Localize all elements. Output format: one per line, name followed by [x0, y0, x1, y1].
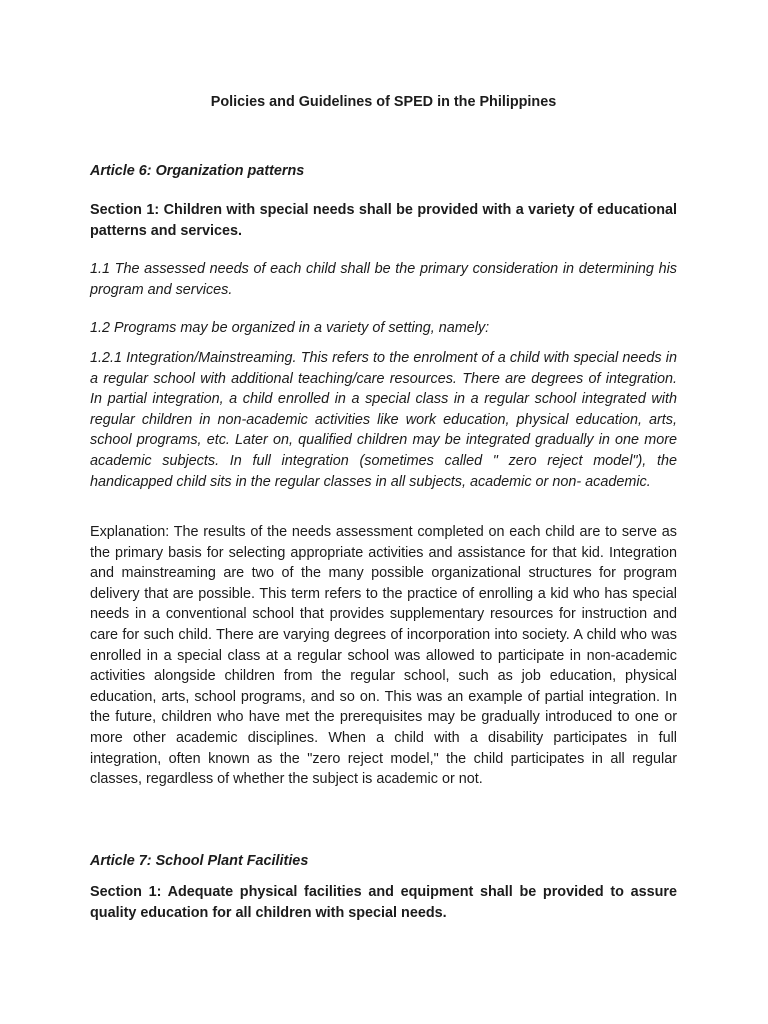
- item-1-2-1: 1.2.1 Integration/Mainstreaming. This refers to the enrolment of a child with special needs in a regular school with additional teaching/care resources. There are degrees of integration. In partial integration, a child enrolled in a special class in a regular school integrated with regular children in non-academic activities like work education, physical education, arts, school programs, etc. Later on, qualified children may be integrated gradually in one more academic subjects. In full integration (sometimes called " zero reject model"), the handicapped child sits in the regular classes in all subjects, academic or non- academic.: [90, 350, 677, 490]
- document-title: Policies and Guidelines of SPED in the Philippines: [210, 94, 557, 110]
- article-7-section-1: Section 1: Adequate physical facilities and equipment shall be provided to assure quality education for all children with special needs.: [90, 884, 677, 921]
- article-6-heading: Article 6: Organization patterns: [90, 163, 305, 179]
- item-1-1: 1.1 The assessed needs of each child shall be the primary consideration in determining his program and services.: [90, 261, 677, 298]
- article-7-heading: Article 7: School Plant Facilities: [90, 853, 309, 869]
- item-1-2: 1.2 Programs may be organized in a variety of setting, namely:: [90, 320, 490, 336]
- explanation-paragraph: Explanation: The results of the needs assessment completed on each child are to serve as the primary basis for selecting appropriate activities and assistance for that kid. Integration and mainstreaming are two of the many possible organizational structures for program delivery that are possible. This term refers to the practice of enrolling a kid who has special needs in a conventional school that provides supplementary resources for instruction and care for such child. There are varying degrees of incorporation into society. A child who was enrolled in a special class at a regular school was allowed to participate in non-academic activities alongside children from the regular school, such as job education, physical education, arts, school programs, and so on. This was an example of partial integration. In the future, children who have met the prerequisites may be gradually introduced to one or more other academic disciplines. When a child with a disability participates in full integration, often known as the "zero reject model," the child participates in all regular classes, regardless of whether the subject is academic or not.: [90, 524, 677, 788]
- article-6-section-1: Section 1: Children with special needs shall be provided with a variety of educational patterns and services.: [90, 202, 677, 239]
